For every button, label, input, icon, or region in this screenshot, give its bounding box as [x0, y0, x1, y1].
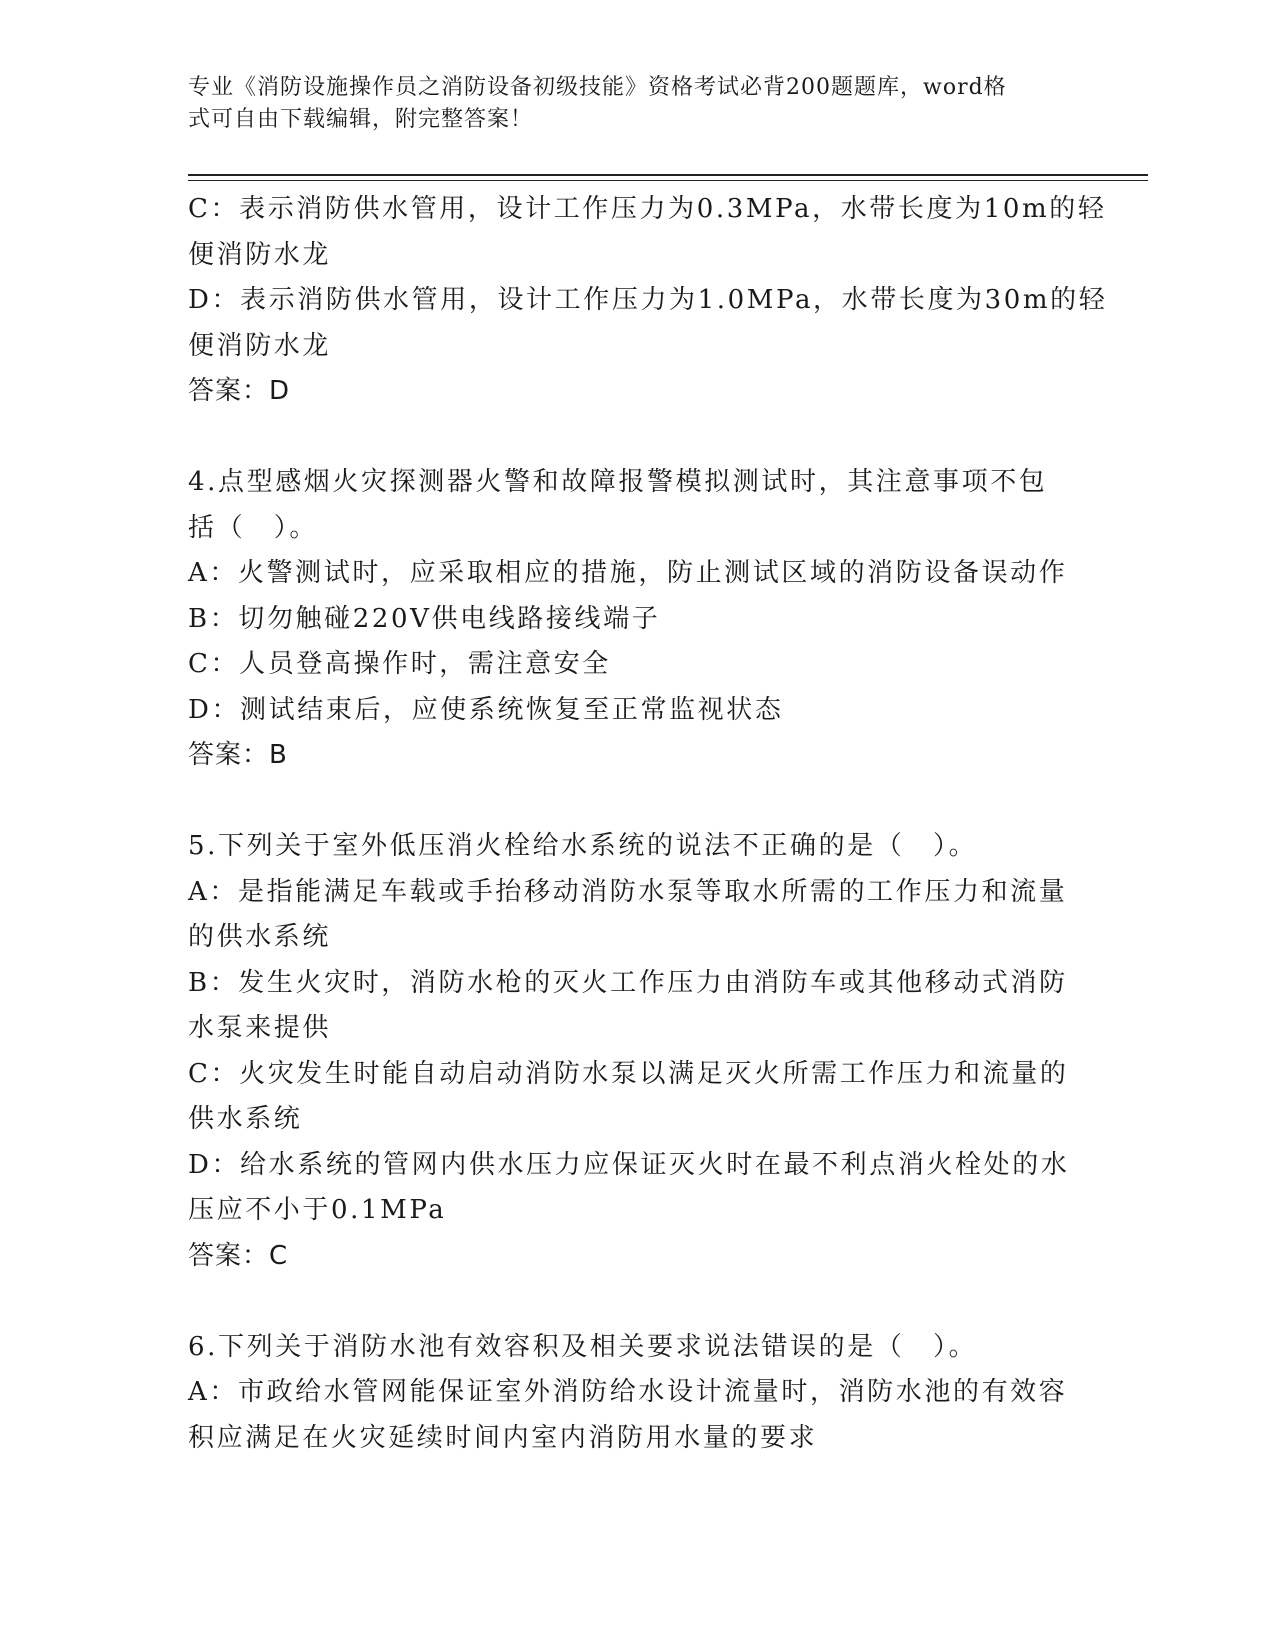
q6-question: 6.下列关于消防水池有效容积及相关要求说法错误的是（ ）。	[188, 1331, 978, 1362]
q3-option-d-line-1: D：表示消防供水管用，设计工作压力为1.0MPa，水带长度为30m的轻	[188, 285, 1108, 315]
header-rule-thick	[188, 174, 1148, 176]
q4-option-a: A：火警测试时，应采取相应的措施，防止测试区域的消防设备误动作	[188, 558, 1068, 588]
spacer	[188, 1279, 1068, 1325]
q5-option-d-line-2: 压应不小于0.1MPa	[188, 1195, 447, 1225]
header-title-line-1: 专业《消防设施操作员之消防设备初级技能》资格考试必背200题题库，word格	[188, 75, 1007, 100]
q5-option-a-line-1: A：是指能满足车载或手抬移动消防水泵等取水所需的工作压力和流量	[188, 876, 1068, 907]
q4-question-line-1: 4.点型感烟火灾探测器火警和故障报警模拟测试时，其注意事项不包	[188, 467, 1048, 497]
q3-option-c-line-1: C：表示消防供水管用，设计工作压力为0.3MPa，水带长度为10m的轻	[188, 194, 1107, 224]
q6-option-a-line-2: 积应满足在火灾延续时间内室内消防用水量的要求	[188, 1422, 818, 1453]
page-header	[188, 72, 1068, 136]
q6-option-a-line-1: A：市政给水管网能保证室外消防给水设计流量时，消防水池的有效容	[188, 1377, 1068, 1407]
q5-question: 5.下列关于室外低压消火栓给水系统的说法不正确的是（ ）。	[188, 831, 978, 861]
header-title-line-2: 式可自由下载编辑，附完整答案！	[188, 107, 534, 132]
q5-option-c-line-2: 供水系统	[188, 1104, 303, 1134]
spacer	[188, 779, 1068, 825]
q5-option-d-line-1: D：给水系统的管网内供水压力应保证灭火时在最不利点消火栓处的水	[188, 1149, 1070, 1180]
header-rule-thin	[188, 180, 1148, 181]
spacer	[188, 415, 1068, 461]
q5-answer: 答案：C	[188, 1240, 289, 1271]
q4-option-b: B：切勿触碰220V供电线路接线端子	[188, 603, 661, 634]
q5-option-c-line-1: C：火灾发生时能自动启动消防水泵以满足灭火所需工作压力和流量的	[188, 1058, 1069, 1089]
q3-answer: 答案：D	[188, 376, 291, 406]
question-4-block	[188, 460, 1068, 779]
q5-option-a-line-2: 的供水系统	[188, 922, 332, 952]
q3-option-c-line-2: 便消防水龙	[188, 239, 332, 270]
q4-option-d: D：测试结束后，应使系统恢复至正常监视状态	[188, 694, 784, 725]
q3-option-d-line-2: 便消防水龙	[188, 330, 332, 361]
q4-question-line-2: 括（ ）。	[188, 512, 319, 543]
question-5-block	[188, 824, 1068, 1279]
q4-option-c: C：人员登高操作时，需注意安全	[188, 649, 611, 679]
q5-option-b-line-1: B：发生火灾时，消防水枪的灭火工作压力由消防车或其他移动式消防	[188, 967, 1068, 998]
q4-answer: 答案：B	[188, 740, 288, 770]
question-6-block	[188, 1325, 1068, 1462]
document-body	[188, 187, 1108, 1461]
q5-option-b-line-2: 水泵来提供	[188, 1013, 332, 1043]
question-3-block	[188, 187, 1108, 415]
